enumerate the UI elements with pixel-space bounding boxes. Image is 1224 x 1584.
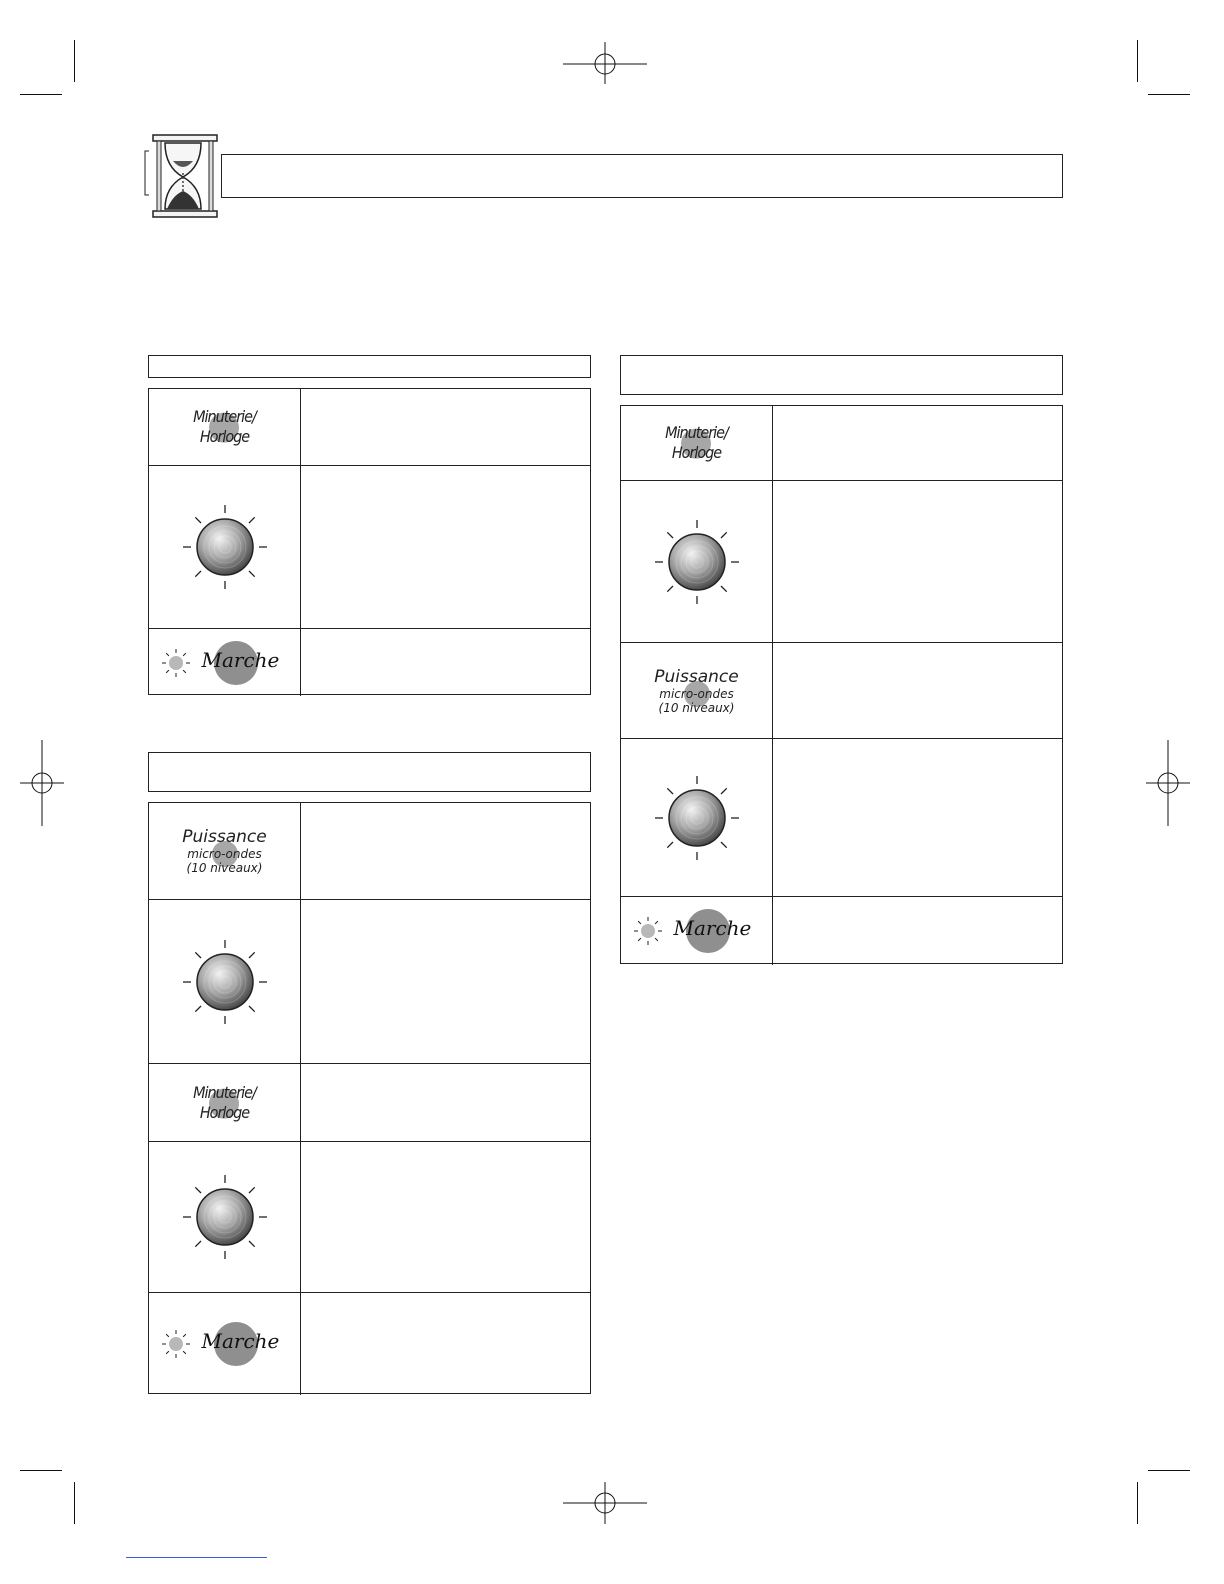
dial-knob-icon[interactable] [177,499,273,595]
step-row [621,406,1062,480]
dial-knob-icon[interactable] [649,514,745,610]
step-row [149,1063,590,1141]
crosshair-registration-icon [563,42,647,84]
sun-indicator-icon [632,915,664,947]
step-row [149,465,590,628]
steps-table-right-1 [620,405,1063,964]
crosshair-registration-icon [1146,740,1190,826]
timer-clock-button[interactable]: Minuterie/ Horloge [193,407,256,446]
step-row [621,480,1062,642]
step-row [149,899,590,1063]
start-button[interactable]: Marche [632,906,762,956]
dial-knob-icon[interactable] [649,770,745,866]
power-level-button[interactable]: Puissance micro-ondes (10 niveaux) [654,666,739,715]
hourglass-icon [143,133,223,221]
step-row [149,1141,590,1292]
section-header-left-1 [148,355,591,378]
sun-indicator-icon [160,1328,192,1360]
page-title-box [221,154,1063,198]
step-row [149,803,590,899]
power-level-button[interactable]: Puissance micro-ondes (10 niveaux) [182,827,267,875]
start-button[interactable]: Marche [160,1319,290,1369]
step-row [149,628,590,696]
step-row [621,738,1062,896]
step-row [621,896,1062,965]
dial-knob-icon[interactable] [177,1169,273,1265]
step-row [149,1292,590,1395]
steps-table-left-2 [148,802,591,1394]
step-row [621,642,1062,738]
footer-link-underline [126,1557,267,1558]
steps-table-left-1 [148,388,591,695]
crosshair-registration-icon [563,1482,647,1524]
start-button[interactable]: Marche [160,638,290,688]
timer-clock-button[interactable]: Minuterie/ Horloge [193,1082,256,1122]
dial-knob-icon[interactable] [177,934,273,1030]
section-header-right-1 [620,355,1063,395]
step-row [149,389,590,465]
sun-indicator-icon [160,647,192,679]
crosshair-registration-icon [20,740,64,826]
timer-clock-button[interactable]: Minuterie/ Horloge [665,423,728,462]
section-header-left-2 [148,752,591,792]
